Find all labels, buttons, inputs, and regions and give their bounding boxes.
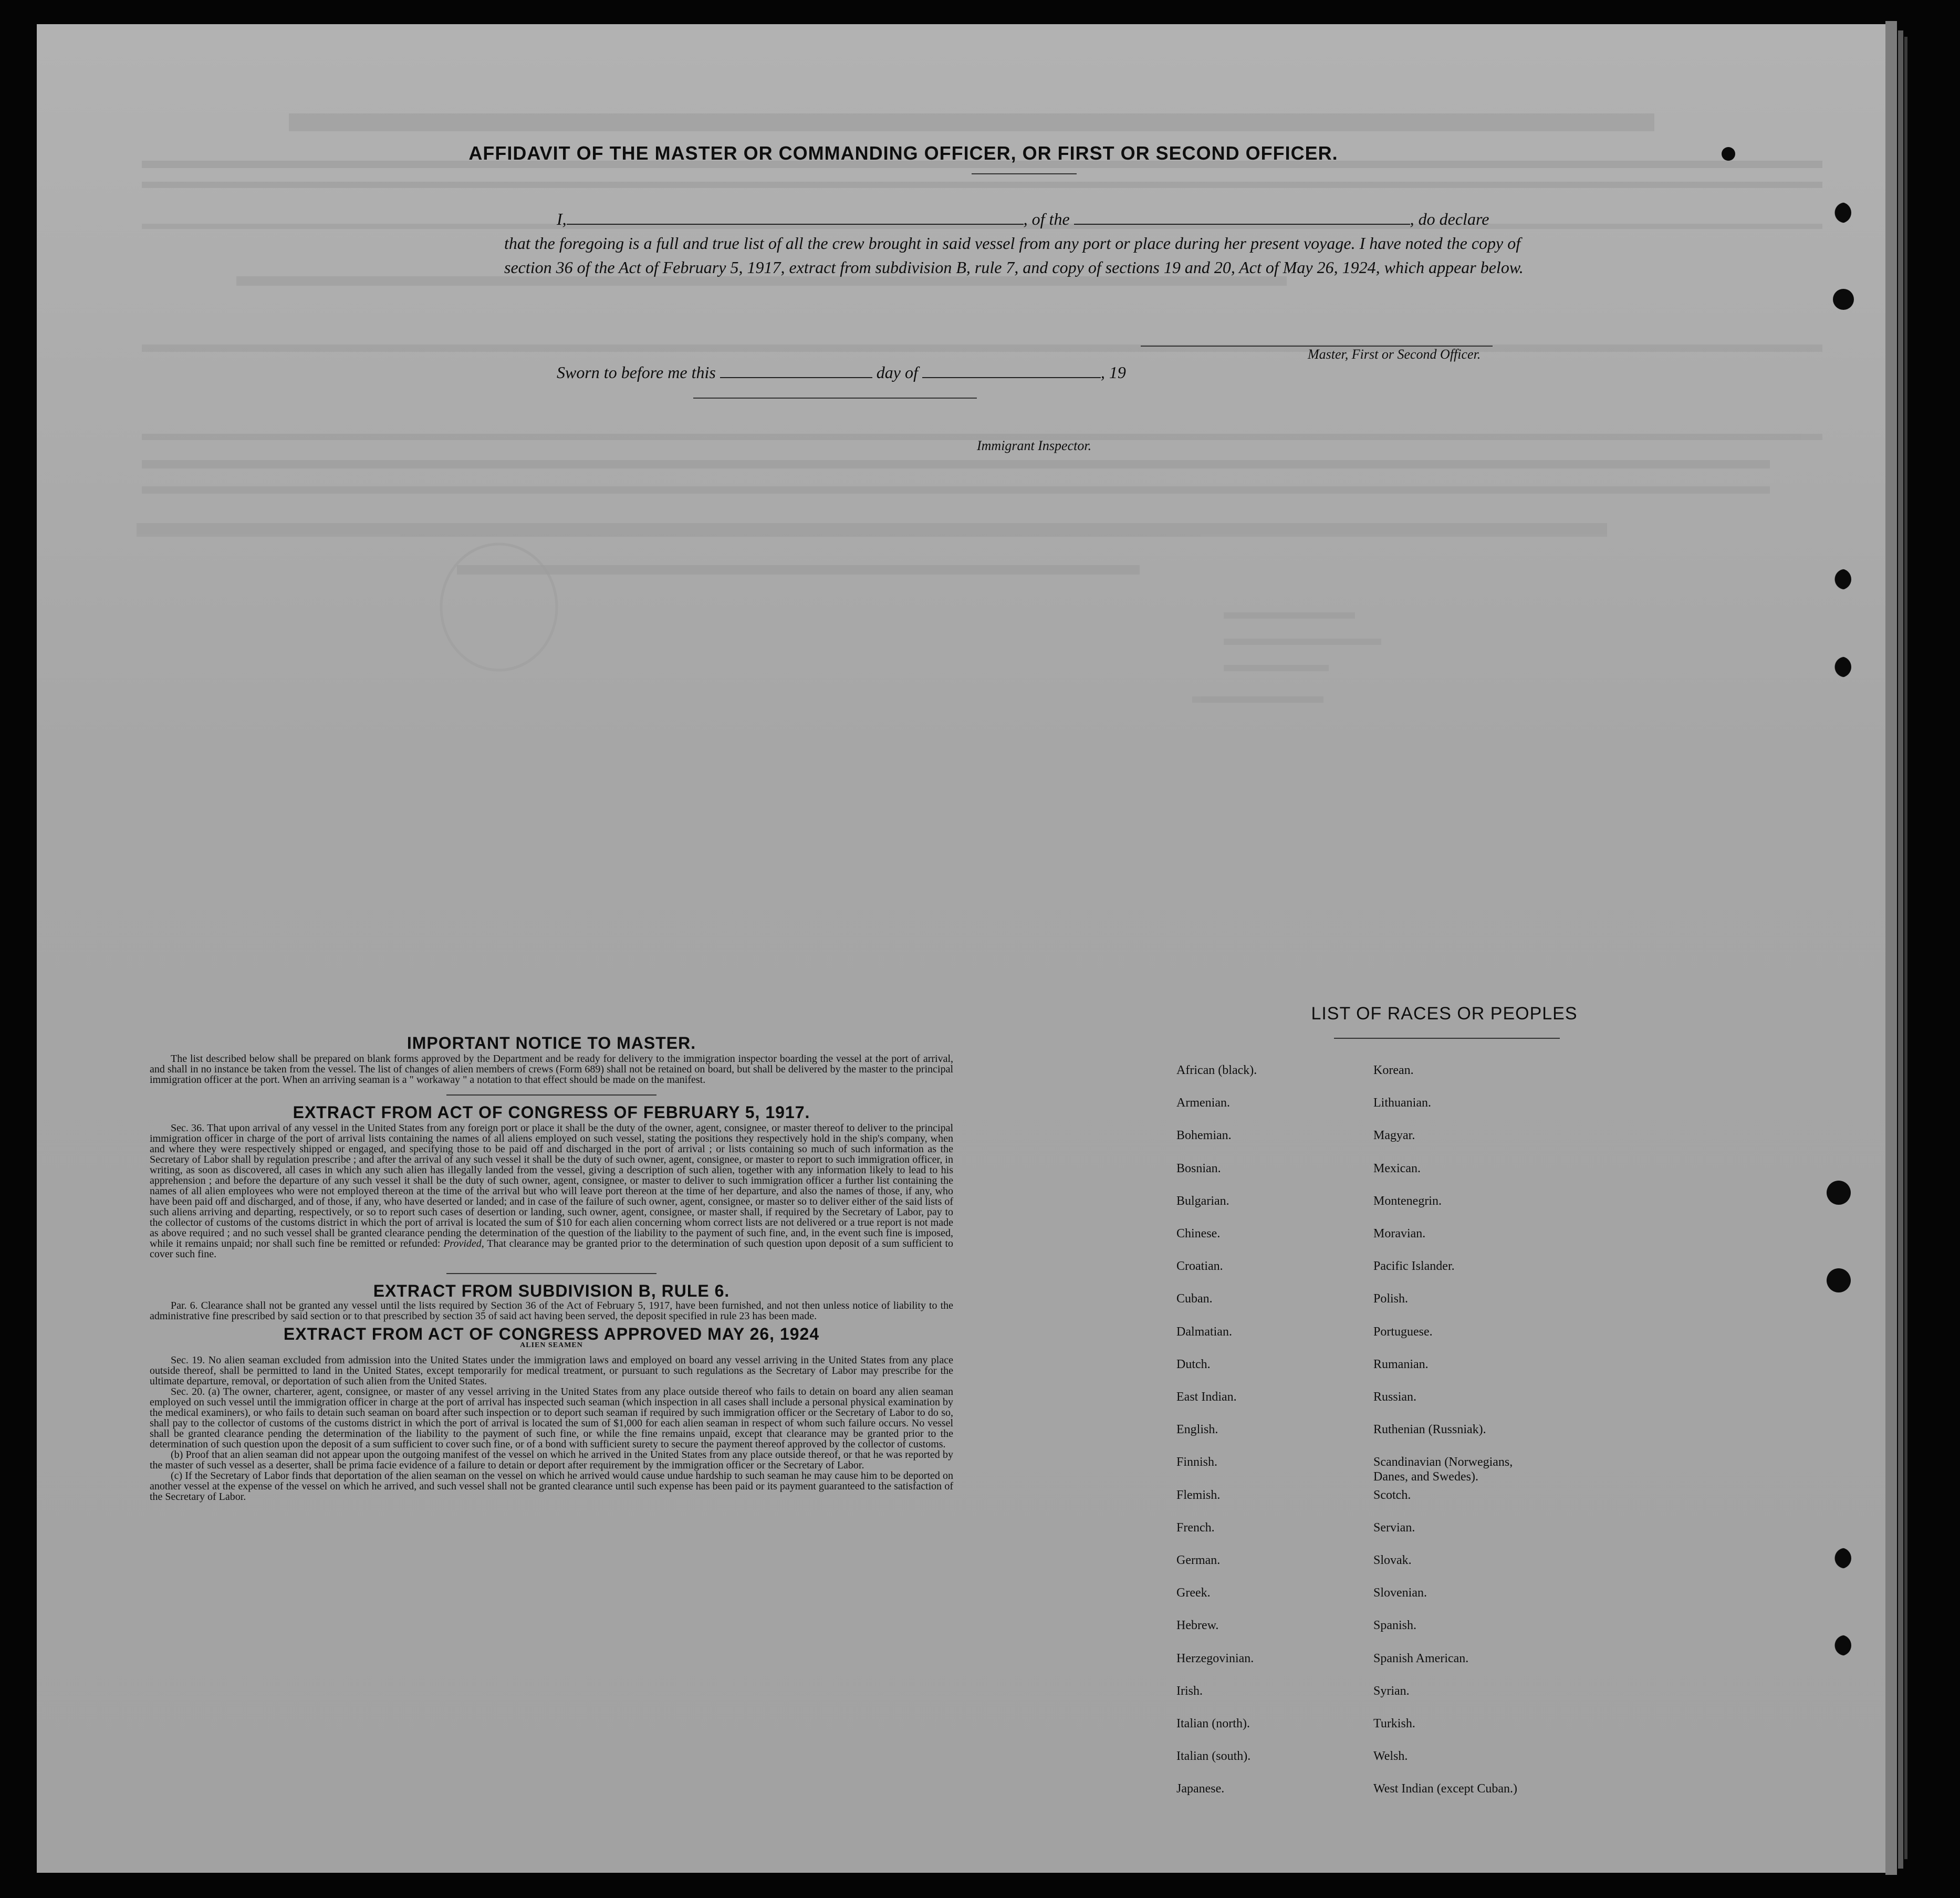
affidavit-i: I, — [557, 210, 567, 228]
sworn-line — [557, 363, 1126, 382]
race-item: Moravian. — [1373, 1227, 1426, 1240]
race-item: Polish. — [1373, 1292, 1409, 1306]
race-item: Greek. — [1176, 1586, 1211, 1600]
divider — [446, 1094, 656, 1096]
race-item: Italian (north). — [1176, 1717, 1250, 1730]
race-item: Slovak. — [1373, 1553, 1412, 1567]
extract-1917-text — [150, 1123, 953, 1259]
race-item: Bulgarian. — [1176, 1194, 1229, 1208]
extract-1924-sec20c: (c) If the Secretary of Labor finds that deportation of the alien seaman on the vessel on which he arrived would cause undue hardship to such seaman he may cause him to be deported on another vessel at the expense of the vessel on which he arrived, and such vessel shall not be granted clearance until such expense has been paid or its payment guaranteed to the satisfaction of the Secretary of Labor. — [150, 1470, 953, 1503]
inspector-caption: Immigrant Inspector. — [977, 438, 1092, 453]
binder-hole — [1827, 1181, 1851, 1205]
extract-1924-sec19: Sec. 19. No alien seaman excluded from admission into the United States under the immigration laws and employed on board any vessel arriving in the United States from any place outside thereof, shall be permitted to land in the United States, except temporarily for medical treatment, or pursuant to such regulations as the Secretary of Labor may prescribe for the ultimate departure, removal, or deportation of such alien from the United States. — [150, 1354, 953, 1387]
race-item: Flemish. — [1176, 1488, 1221, 1502]
race-item: Scotch. — [1373, 1488, 1411, 1502]
binder-hole — [1830, 1635, 1851, 1656]
vessel-blank — [1074, 224, 1410, 225]
extract-1917-title: EXTRACT FROM ACT OF CONGRESS OF FEBRUARY 5, 1917. — [293, 1103, 810, 1122]
race-item: Bohemian. — [1176, 1129, 1232, 1143]
race-item: Korean. — [1373, 1063, 1414, 1077]
binder-hole-mark — [1722, 147, 1735, 161]
race-item: Mexican. — [1373, 1161, 1421, 1175]
race-item: Magyar. — [1373, 1129, 1415, 1143]
binder-hole — [1830, 202, 1851, 223]
races-title-rule — [1334, 1038, 1560, 1039]
race-item: Hebrew. — [1176, 1619, 1219, 1633]
race-item: Rumanian. — [1373, 1357, 1429, 1371]
race-item: East Indian. — [1176, 1390, 1237, 1404]
divider — [446, 1273, 656, 1274]
race-item: Spanish. — [1373, 1619, 1417, 1633]
signature-caption: Master, First or Second Officer. — [1308, 347, 1481, 362]
race-item: Russian. — [1373, 1390, 1417, 1404]
sworn-prefix: Sworn to before me this — [557, 363, 716, 382]
notice-text: The list described below shall be prepared on blank forms approved by the Department and be ready for delivery to the immigration inspector boarding the vessel at the port of arrival, and shall in no instance be taken from the vessel. The list of changes of alien members of crews (Form 689) shall not be retained on board, but shall be delivered by the master to the principal immigration officer at the port. When an arriving seaman is a " workaway " a notation to that effect should be made on the manifest. — [150, 1053, 953, 1086]
race-item: Pacific Islander. — [1373, 1259, 1455, 1274]
page-edge — [1904, 37, 1907, 1859]
binder-hole — [1830, 1548, 1851, 1569]
race-item: French. — [1176, 1520, 1215, 1535]
race-item: Slovenian. — [1373, 1586, 1427, 1600]
extract-1924-title: EXTRACT FROM ACT OF CONGRESS APPROVED MAY 26, 1924 — [283, 1325, 820, 1343]
notices-column — [150, 1034, 954, 1503]
title-rule — [972, 173, 1077, 174]
extract-1917-provided: Provided, — [443, 1238, 484, 1249]
notice-title: IMPORTANT NOTICE TO MASTER. — [406, 1034, 696, 1052]
race-item: Turkish. — [1373, 1717, 1415, 1730]
race-item: Welsh. — [1373, 1749, 1408, 1764]
affidavit-body — [504, 207, 1539, 279]
affidavit-text: that the foregoing is a full and true list of all the crew brought in said vessel from any port or place during her present voyage. I have noted the copy of section 36 of the Act of February 5, 1917, extract from subdivision B, rule 7, and copy of sections 19 and 20, Act of May 26, 1924, which appear below. — [504, 234, 1524, 277]
extract-1917-tail: That clearance may be granted prior to the determination of such question upon deposit of a sum sufficient to cover such fine. — [150, 1238, 954, 1260]
extract-rule6-title: EXTRACT FROM SUBDIVISION B, RULE 6. — [373, 1281, 730, 1300]
race-item: Japanese. — [1176, 1782, 1225, 1796]
race-item: Armenian. — [1176, 1096, 1230, 1110]
race-item: Italian (south). — [1176, 1749, 1251, 1764]
race-item: Cuban. — [1176, 1292, 1213, 1306]
race-item: Irish. — [1176, 1684, 1203, 1698]
race-item: Portuguese. — [1373, 1325, 1433, 1339]
race-item: English. — [1176, 1423, 1218, 1437]
race-item: Herzegovinian. — [1176, 1651, 1254, 1665]
races-title: LIST OF RACES OR PEOPLES — [1311, 1004, 1578, 1024]
affidavit-declare: , do declare — [1410, 210, 1489, 228]
extract-1924-sec20b: (b) Proof that an alien seaman did not appear upon the outgoing manifest of the vessel on which he arrived in the United States from any place outside thereof, or that he was reported by the master of such vessel as a deserter, shall be prima facie evidence of a failure to detain or deport after requirement by the immigration officer or the Secretary of Labor. — [150, 1449, 953, 1471]
extract-1917-lead: Sec. 36. That upon arrival of any vessel in the United States from any foreign port or place it shall be the duty of the owner, agent, consignee, or master thereof to deliver to the principal immigration officer in charge of the port of arrival lists containing the names of all aliens employed on such vessel, stating the positions they respectively hold in the ship's company, when and where they were respectively shipped or engaged, and specifying those to be paid off and discharged in the port of arrival ; or lists containing so much of such information as the Secretary of Labor shall by regulation prescribe ; and after the arrival of any such vessel it shall be the duty of such owner, agent, consignee, or master to report to such immigration officer, in writing, as soon as discovered, all cases in which any such alien has illegally landed from the vessel, giving a description of such alien, together with any information likely to lead to his apprehension ; and before the departure of any such vessel it shall be the duty of such owner, agent, consignee, or master to deliver to such immigration officer a further list containing the names of all alien employees who were not employed thereon at the time of the arrival but who will leave port thereon at the time of her departure, and also the names of those, if any, who have been paid off and discharged, and of those, if any, who have deserted or landed; and in case of the failure of such owner, agent, consignee, or master so to deliver either of the said lists of such aliens arriving and departing, respectively, or so to report such cases of desertion or landing, such owner, agent, consignee, or master shall, if required by the Secretary of Labor, pay to the collector of customs of the customs district in which the port of arrival is located the sum of $10 for each alien concerning whom correct lists are not delivered or a true report is not made as above required ; and no such vessel shall be granted clearance pending the determination of the question of the liability to the payment of such fine, and, in the event such fine is imposed, while it remains unpaid; nor shall such fine be remitted or refunded: — [150, 1122, 953, 1249]
binder-hole — [1830, 569, 1851, 590]
day-blank — [720, 377, 872, 378]
race-item: West Indian (except Cuban.) — [1373, 1782, 1517, 1796]
binder-hole — [1827, 1268, 1851, 1292]
race-item: Dalmatian. — [1176, 1325, 1232, 1339]
race-item: Dutch. — [1176, 1357, 1211, 1371]
race-item: German. — [1176, 1553, 1221, 1567]
month-blank — [922, 377, 1101, 378]
page-edge — [1898, 30, 1903, 1869]
race-item: Finnish. — [1176, 1455, 1218, 1469]
race-item: Spanish American. — [1373, 1651, 1469, 1665]
race-item: Montenegrin. — [1373, 1194, 1442, 1208]
race-item: Lithuanian. — [1373, 1096, 1431, 1110]
affidavit-of-the: , of the — [1023, 210, 1070, 228]
race-item: Servian. — [1373, 1520, 1415, 1535]
extract-1924-sec20a: Sec. 20. (a) The owner, charterer, agent, consignee, or master of any vessel arriving in the United States from any place outside thereof who fails to detain on board any alien seaman employed on such vessel until the immigration officer in charge at the port of arrival has inspected such seaman (which inspection in all cases shall include a personal physical examination by the medical examiners), or who fails to detain such seaman on board after such inspection or to deport such seaman if required by such immigration officer or the Secretary of Labor to do so, shall pay to the collector of customs of the customs district in which the port of arrival is located the sum of $1,000 for each alien seaman in respect of whom such failure occurs. No vessel shall be granted clearance pending the determination of the liability to the payment of such fine, or while the fine remains unpaid, except that clearance may be granted prior to the determination of such question upon the deposit of a sum sufficient to cover such fine, or of a bond with sufficient surety to secure the payment thereof approved by the collector of customs. — [150, 1386, 953, 1450]
extract-rule6-text: Par. 6. Clearance shall not be granted any vessel until the lists required by Section 36 of the Act of February 5, 1917, have been furnished, and not then unless notice of liability to the administrative fine prescribed by said section or to that prescribed by section 35 of said act having been served, the deposit specified in rule 23 has been made. — [150, 1300, 953, 1322]
affidavit-title: AFFIDAVIT OF THE MASTER OR COMMANDING OFFICER, OR FIRST OR SECOND OFFICER. — [468, 142, 1338, 164]
sworn-year: , 19 — [1100, 363, 1126, 382]
race-item: African (black). — [1176, 1063, 1257, 1077]
race-item: Chinese. — [1176, 1227, 1221, 1240]
bleed-through-texture — [37, 24, 1885, 1873]
name-blank — [567, 224, 1024, 225]
binder-hole — [1830, 656, 1851, 677]
binder-hole — [1833, 289, 1854, 310]
document-page — [37, 24, 1885, 1873]
race-item: Croatian. — [1176, 1259, 1223, 1274]
race-item: Bosnian. — [1176, 1161, 1221, 1175]
sworn-day-of: day of — [876, 363, 918, 382]
race-item: Ruthenian (Russniak). — [1373, 1423, 1486, 1437]
page-edge — [1885, 21, 1897, 1875]
inspector-signature-line — [693, 398, 977, 399]
race-item: Scandinavian (Norwegians, Danes, and Swedes). — [1373, 1455, 1513, 1484]
race-item: Syrian. — [1373, 1684, 1410, 1698]
extract-1924-subtitle: ALIEN SEAMEN — [520, 1341, 583, 1349]
